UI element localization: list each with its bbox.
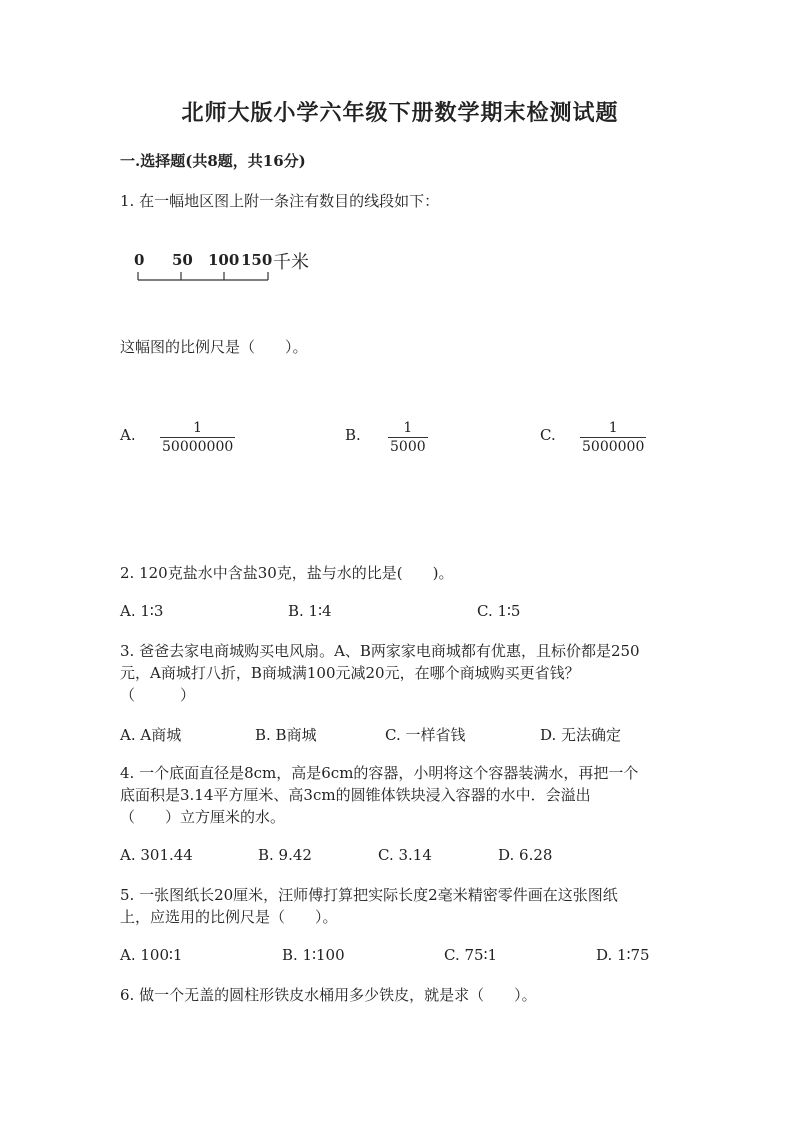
- option-1a-fraction: [160, 420, 235, 455]
- question-2-text: 2. 120克盐水中含盐30克，盐与水的比是( )。: [120, 564, 454, 582]
- question-4-line-2: 底面积是3.14平方厘米、高3cm的圆锥体铁块浸入容器的水中．会溢出: [120, 786, 591, 804]
- option-3d: D. 无法确定: [540, 726, 622, 744]
- scale-label-100: 100: [208, 251, 240, 269]
- fraction-denominator: 5000000: [582, 439, 645, 455]
- scale-label-0: 0: [134, 251, 145, 269]
- scale-label-150: 150: [241, 251, 273, 269]
- option-2b: B. 1∶4: [288, 602, 332, 620]
- option-5b: B. 1∶100: [282, 946, 345, 964]
- option-5a: A. 100∶1: [120, 946, 183, 964]
- question-3-line-1: 3. 爸爸去家电商城购买电风扇。A、B两家家电商城都有优惠，且标价都是250: [120, 642, 640, 660]
- fraction-denominator: 5000: [390, 439, 426, 455]
- option-3b: B. B商城: [255, 726, 317, 744]
- option-1b-fraction: [388, 420, 428, 455]
- fraction-denominator: 50000000: [162, 439, 234, 455]
- section-heading: 一.选择题(共8题，共16分): [120, 152, 306, 170]
- question-3-line-2: 元，A商城打八折，B商城满100元减20元，在哪个商城购买更省钱？: [120, 664, 580, 682]
- question-4-line-1: 4. 一个底面直径是8cm，高是6cm的容器，小明将这个容器装满水，再把一个: [120, 764, 639, 782]
- question-5-line-1: 5. 一张图纸长20厘米，汪师傅打算把实际长度2毫米精密零件画在这张图纸: [120, 886, 618, 904]
- question-3-line-3: （ ）: [120, 686, 196, 704]
- option-1b-letter: B.: [345, 426, 361, 444]
- option-1c-letter: C.: [540, 426, 556, 444]
- option-2c: C. 1∶5: [477, 602, 521, 620]
- scale-label-50: 50: [172, 251, 193, 269]
- option-1a-letter: A.: [120, 426, 136, 444]
- option-3a: A. A商城: [120, 726, 182, 744]
- option-3c: C. 一样省钱: [385, 726, 466, 744]
- scale-unit: 千米: [273, 252, 309, 273]
- option-5d: D. 1∶75: [596, 946, 650, 964]
- question-6-text: 6. 做一个无盖的圆柱形铁皮水桶用多少铁皮，就是求（ ）。: [120, 986, 537, 1004]
- fraction-numerator: 1: [193, 420, 203, 436]
- option-4c: C. 3.14: [378, 846, 432, 864]
- option-4b: B. 9.42: [258, 846, 312, 864]
- scale-line: [130, 268, 275, 282]
- question-5-line-2: 上，应选用的比例尺是（ ）。: [120, 908, 338, 926]
- option-5c: C. 75∶1: [444, 946, 498, 964]
- fraction-numerator: 1: [403, 420, 413, 436]
- option-4d: D. 6.28: [498, 846, 553, 864]
- fraction-numerator: 1: [608, 420, 618, 436]
- option-1c-fraction: [580, 420, 646, 455]
- page-title: 北师大版小学六年级下册数学期末检测试题: [181, 100, 619, 126]
- question-4-line-3: （ ）立方厘米的水。: [120, 808, 286, 826]
- scale-bar: [130, 248, 330, 288]
- option-4a: A. 301.44: [120, 846, 193, 864]
- question-1-prompt: 这幅图的比例尺是（ ）。: [120, 338, 308, 356]
- question-1-text: 1. 在一幅地区图上附一条注有数目的线段如下：: [120, 192, 440, 210]
- option-2a: A. 1∶3: [120, 602, 164, 620]
